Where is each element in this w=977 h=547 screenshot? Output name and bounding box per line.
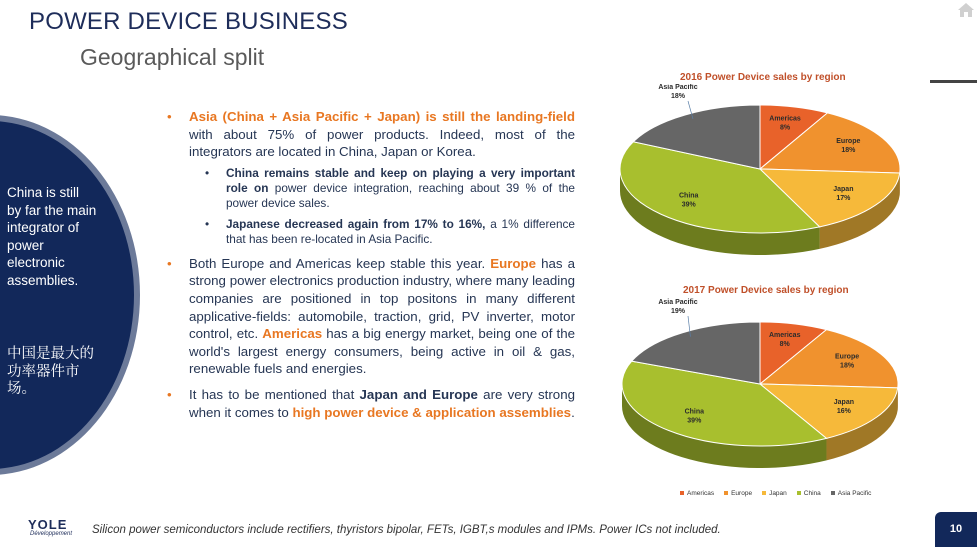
pie-label-value: 8%: [779, 340, 790, 348]
pie-label-name: Japan: [833, 398, 855, 406]
footnote: Silicon power semiconductors include rectifiers, thyristors bipolar, FETs, IGBT,s modules and IPMs. Power ICs not included.: [92, 524, 721, 536]
legend-label: Europe: [731, 490, 753, 497]
pie-label-value: 17%: [836, 194, 851, 202]
legend-label: Americas: [687, 490, 715, 497]
page-title: POWER DEVICE BUSINESS: [29, 8, 348, 35]
page-subtitle: Geographical split: [80, 44, 265, 70]
divider: [930, 80, 977, 83]
legend-item: [797, 490, 821, 497]
chart-title-2017: 2017 Power Device sales by region: [683, 285, 849, 296]
side-panel-text: China is still by far the main integrator of power electronic assemblies.: [7, 185, 97, 288]
bullet-highlight-americas: Americas: [262, 326, 323, 342]
pie-label-value: 39%: [687, 417, 702, 425]
pie-label-name: Japan: [833, 185, 854, 193]
bullet-text: has a strong power electronics production industry, where many leading companies are positioned in top positons in many different applicative-fields: automobile, traction, grid, PV inverter, motor control, etc.: [189, 255, 575, 342]
pie-label-value: 18%: [840, 362, 855, 370]
legend-item: [762, 490, 787, 497]
bullet-europe-americas: [163, 255, 575, 378]
sub-bullet-dot: •: [205, 165, 210, 180]
legend-item: [680, 490, 714, 497]
legend-swatch: [797, 491, 801, 495]
bullet-text: has a big energy market, being one of the world's largest energy consumers, being active in oil & gas, renewable fuels and energies.: [189, 326, 575, 377]
legend-item: [831, 490, 872, 497]
bullet-highlight: Asia (China + Asia Pacific + Japan) is still the landing-field: [189, 109, 575, 124]
home-icon[interactable]: [957, 2, 975, 18]
bullet-text: with about 75% of power products. Indeed, most of the integrators are located in China, Japan or Korea.: [189, 126, 575, 160]
sub-bullet-dot: •: [205, 216, 210, 231]
logo: [10, 517, 100, 539]
sub-bullet-china: [189, 166, 575, 211]
sub-bullet-text: a 1% difference that has been re-located in Asia Pacific.: [226, 216, 575, 246]
side-panel-text-cn: 中国是最大的功率器件市场。: [7, 346, 94, 397]
legend-label: Asia Pacific: [837, 490, 872, 497]
chart-title-2016: 2016 Power Device sales by region: [680, 72, 846, 83]
logo-tagline: Développement: [30, 531, 73, 537]
pie-label-name: Europe: [835, 353, 860, 361]
pie-label-name: Asia Pacific: [658, 84, 698, 91]
pie-label-name: China: [684, 408, 705, 416]
pie-label-value: 18%: [670, 93, 686, 100]
legend-label: China: [803, 490, 821, 497]
bullet-asia: [163, 108, 575, 247]
sub-bullet-japan: [189, 217, 575, 247]
chart-legend: [680, 490, 871, 497]
legend-swatch: [724, 491, 728, 495]
pie-label-value: 8%: [780, 124, 791, 132]
sub-bullet-text: power device integration, reaching about 39 % of the power device sales.: [226, 180, 575, 210]
bullet-bold: Japan and Europe: [359, 386, 478, 402]
bullet-text: Both Europe and Americas keep stable this year.: [189, 255, 491, 271]
pie-label-value: 18%: [841, 146, 856, 154]
bullet-dot: •: [167, 109, 172, 124]
pie-label-name: Americas: [769, 115, 801, 123]
bullet-text: are very strong when it comes to: [189, 386, 575, 420]
pie-chart-2016: [615, 84, 905, 264]
legend-item: [724, 490, 752, 497]
bullet-text: .: [571, 404, 575, 420]
sub-bullet-bold: Japanese decreased again from 17% to 16%,: [226, 216, 486, 231]
pie-chart-2017: [615, 298, 905, 473]
sub-bullet-bold: China remains stable and keep on playing a very important role on: [226, 165, 575, 195]
pie-label-value: 39%: [681, 201, 696, 209]
pie-label-name: Asia Pacific: [658, 299, 698, 306]
bullet-list: [163, 108, 575, 429]
bullet-text: It has to be mentioned that: [189, 386, 360, 402]
side-panel: [0, 115, 140, 475]
pie-label-name: China: [678, 192, 699, 200]
pie-label-name: Americas: [768, 331, 801, 339]
bullet-dot: •: [167, 255, 172, 271]
legend-swatch: [831, 491, 835, 495]
pie-label-value: 16%: [836, 407, 851, 415]
bullet-dot: •: [167, 386, 172, 402]
page-number: 10: [935, 512, 977, 547]
pie-label-name: Europe: [836, 137, 861, 145]
legend-swatch: [762, 491, 766, 495]
pie-label-value: 19%: [670, 308, 686, 315]
legend-swatch: [680, 491, 684, 495]
bullet-highlight-europe: Europe: [490, 255, 537, 271]
bullet-highlight: high power device & application assemblies: [292, 404, 572, 420]
legend-label: Japan: [769, 490, 787, 497]
logo-text: YOLE: [28, 517, 68, 532]
bullet-japan-europe: [163, 386, 575, 421]
